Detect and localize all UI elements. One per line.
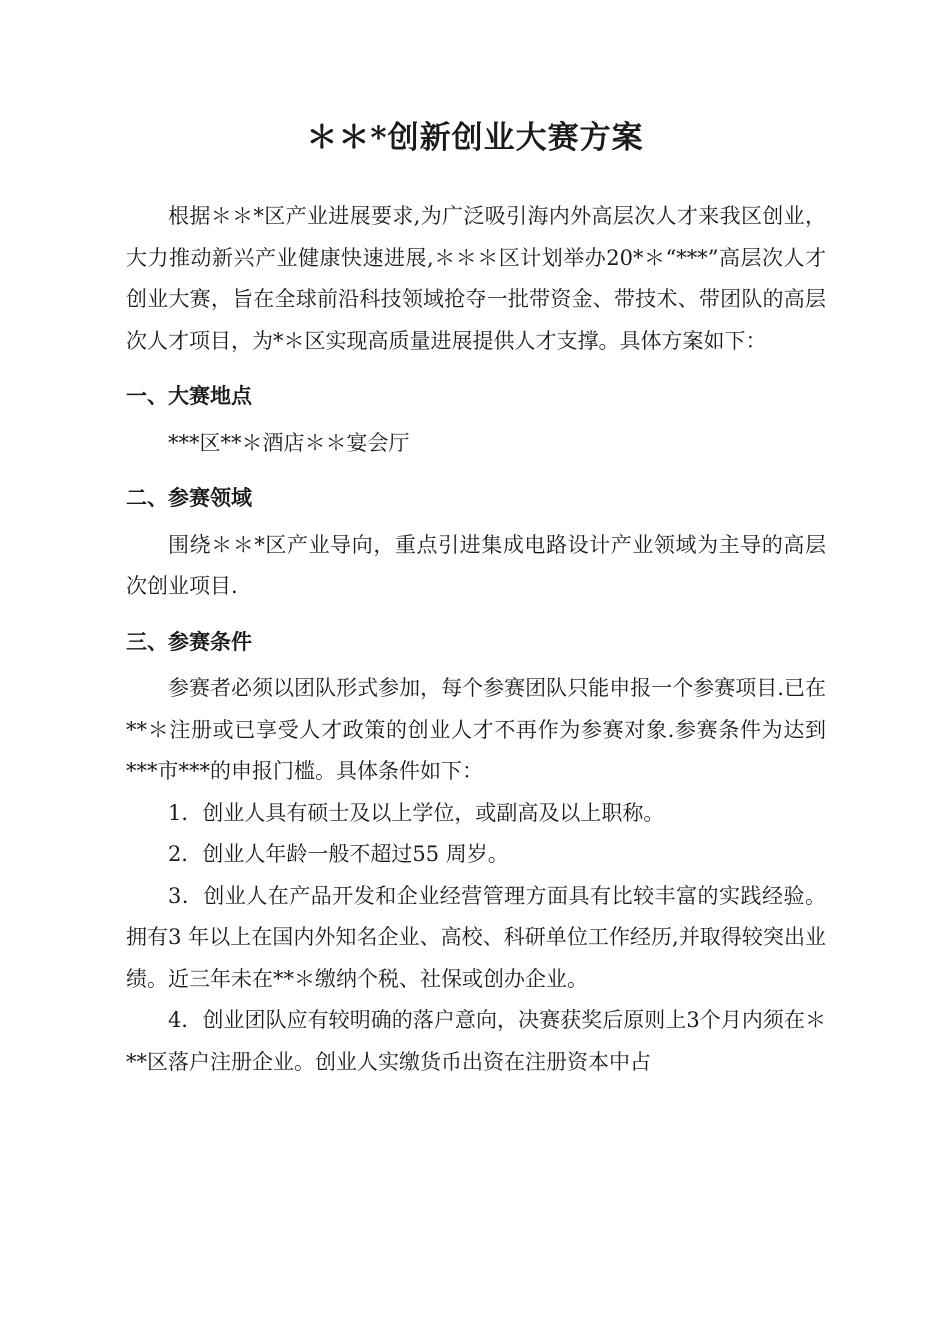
condition-item-2: 2．创业人年龄一般不超过55 周岁。 (168, 842, 509, 866)
document-body (126, 196, 826, 1083)
condition-item-4: 4．创业团队应有较明确的落户意向，决赛获奖后原则上3个月内须在＊**区落户注册企业。创业人实缴货币出资在注册资本中占 (126, 1008, 826, 1074)
condition-item-3: 3．创业人在产品开发和企业经营管理方面具有比较丰富的实践经验。拥有3 年以上在国内外知名企业、高校、科研单位工作经历,并取得较突出业绩。近三年未在**＊缴纳个税、社保或创办企业。 (126, 883, 826, 991)
section-heading-conditions: 三、参赛条件 (126, 628, 252, 654)
intro-paragraph: 根据＊＊*区产业进展要求,为广泛吸引海内外高层次人才来我区创业，大力推动新兴产业健康快速进展,＊＊＊区计划举办20*＊“***”高层次人才创业大赛，旨在全球前沿科技领域抢夺一批带资金、带技术、带团队的高层次人才项目，为*＊区实现高质量进展提供人才支撑。具体方案如下： (126, 204, 826, 353)
conditions-paragraph: 参赛者必须以团队形式参加，每个参赛团队只能申报一个参赛项目.已在**＊注册或已享受人才政策的创业人才不再作为参赛对象.参赛条件为达到***市***的申报门槛。具体条件如下： (126, 676, 826, 783)
venue-paragraph: ***区**＊酒店＊＊宴会厅 (168, 430, 410, 455)
section-heading-field: 二、参赛领域 (126, 485, 252, 510)
field-paragraph: 围绕＊＊*区产业导向，重点引进集成电路设计产业领域为主导的高层次创业项目. (126, 532, 826, 598)
section-heading-venue: 一、大赛地点 (126, 383, 252, 408)
condition-item-1: 1．创业人具有硕士及以上学位，或副高及以上职称。 (168, 800, 665, 825)
document-title: ＊＊*创新创业大赛方案 (306, 120, 644, 156)
